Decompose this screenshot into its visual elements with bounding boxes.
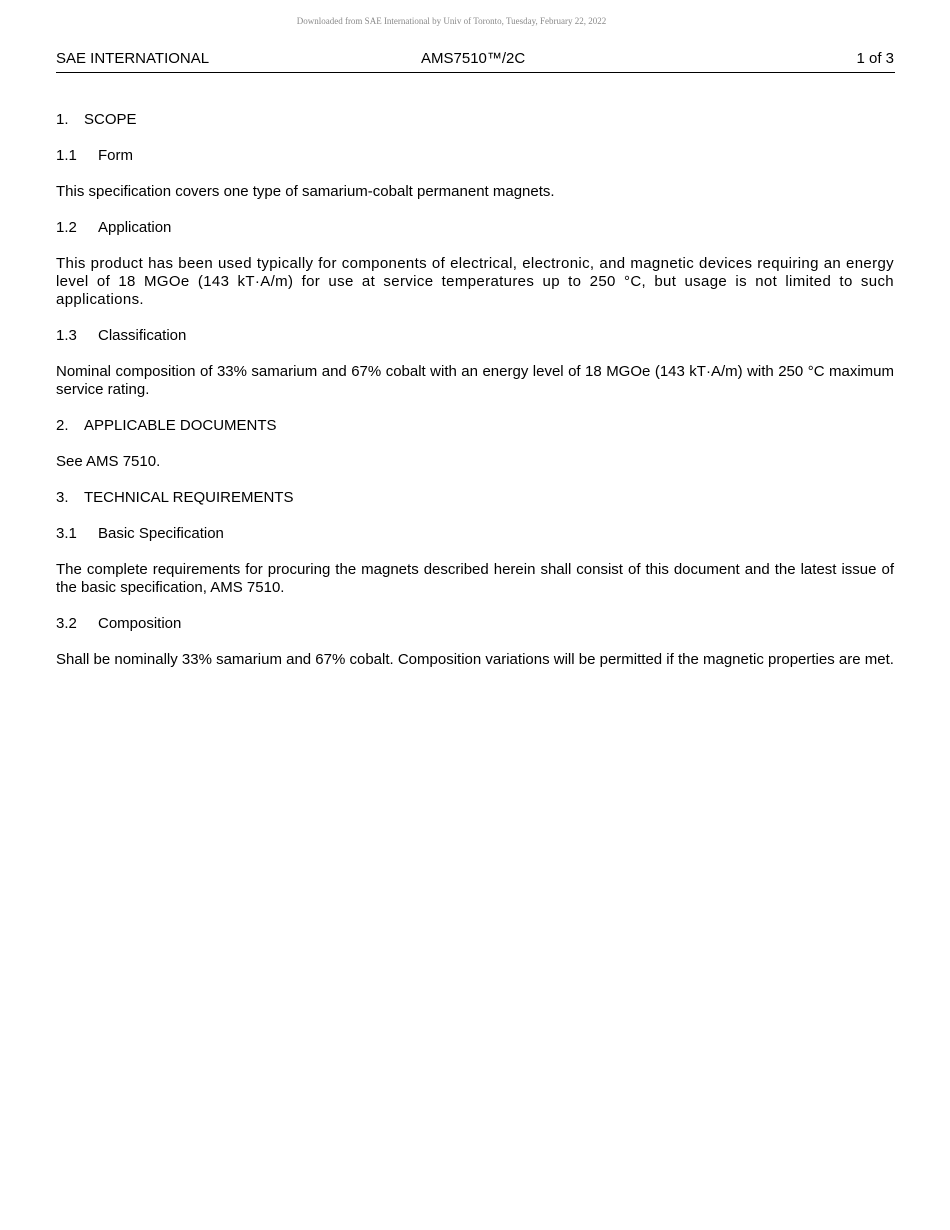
subsection-number: 1.2: [56, 219, 77, 236]
paragraph-applicable-documents: See AMS 7510.: [56, 453, 161, 470]
section-heading-technical-requirements: [56, 489, 894, 507]
subsection-number: 3.2: [56, 615, 77, 632]
subsection-number: 1.1: [56, 147, 77, 164]
page-header: [56, 50, 895, 73]
subsection-title: Classification: [98, 327, 187, 344]
paragraph-basic-specification: The complete requirements for procuring the magnets described herein shall consist of this document and the latest issue of the basic specification, AMS 7510.: [56, 561, 894, 596]
subsection-number: 1.3: [56, 327, 77, 344]
subsection-heading-composition: [56, 615, 894, 633]
subsection-heading-basic-specification: [56, 525, 894, 543]
subsection-title: Composition: [98, 615, 182, 632]
header-organization: SAE INTERNATIONAL: [56, 50, 210, 67]
subsection-heading-application: [56, 219, 894, 237]
subsection-number: 3.1: [56, 525, 77, 542]
section-heading-scope: [56, 111, 894, 129]
document-body: [56, 111, 894, 687]
section-number: 2.: [56, 417, 69, 434]
header-page-number: 1 of 3: [856, 50, 894, 67]
download-watermark: Downloaded from SAE International by Univ of Toronto, Tuesday, February 22, 2022: [296, 16, 607, 26]
paragraph-composition: Shall be nominally 33% samarium and 67% cobalt. Composition variations will be permitted if the magnetic properties are met.: [56, 651, 894, 668]
subsection-heading-classification: [56, 327, 894, 345]
header-document-id: AMS7510™/2C: [421, 50, 526, 67]
section-number: 3.: [56, 489, 69, 506]
paragraph-application: This product has been used typically for components of electrical, electronic, and magnetic devices requiring an energy level of 18 MGOe (143 kT·A/m) for use at service temperatures up to 250 °C, but usage is not limited to such applications.: [56, 255, 894, 308]
subsection-title: Basic Specification: [98, 525, 224, 542]
paragraph-classification: Nominal composition of 33% samarium and 67% cobalt with an energy level of 18 MGOe (143 kT·A/m) with 250 °C maximum service rating.: [56, 363, 894, 398]
section-number: 1.: [56, 111, 69, 128]
section-title: SCOPE: [84, 111, 137, 128]
paragraph-form: This specification covers one type of samarium-cobalt permanent magnets.: [56, 183, 555, 200]
subsection-heading-form: [56, 147, 894, 165]
section-heading-applicable-documents: [56, 417, 894, 435]
subsection-title: Form: [98, 147, 133, 164]
subsection-title: Application: [98, 219, 172, 236]
section-title: APPLICABLE DOCUMENTS: [84, 417, 277, 434]
section-title: TECHNICAL REQUIREMENTS: [84, 489, 294, 506]
